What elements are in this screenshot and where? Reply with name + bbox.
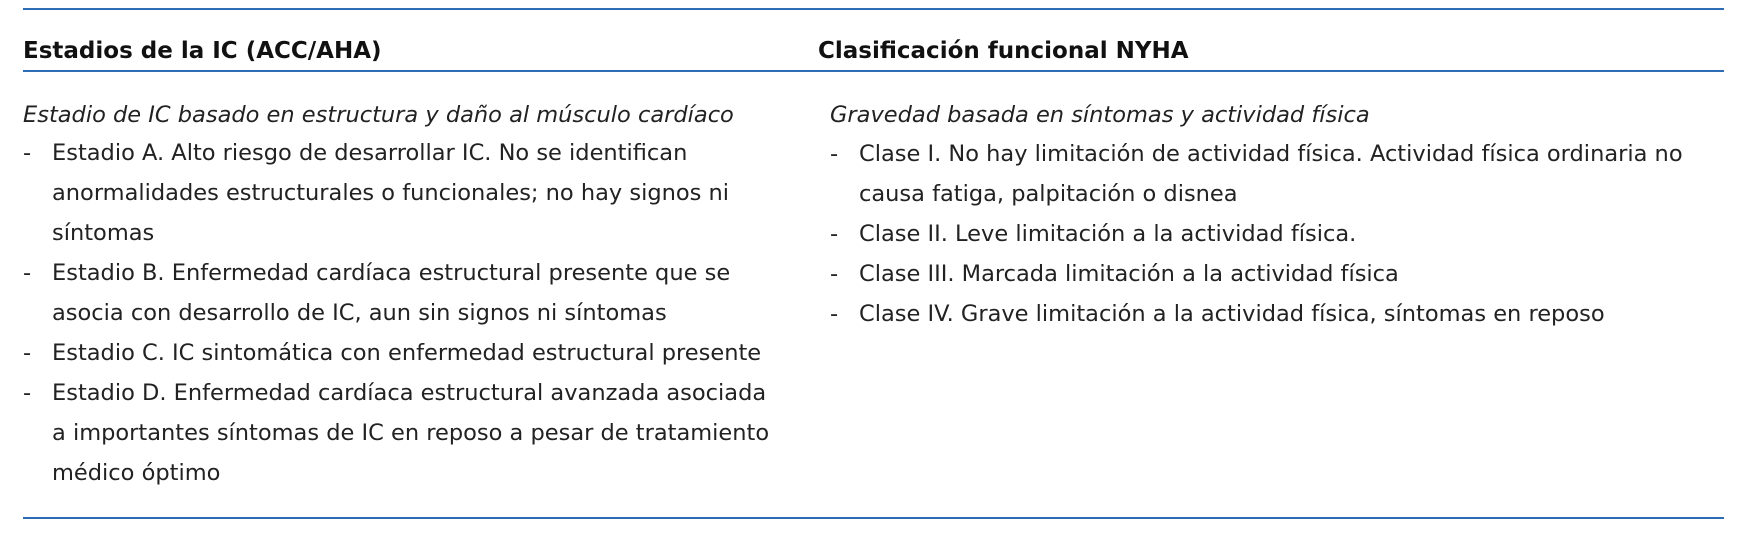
list-item — [830, 254, 1724, 294]
list-item-text: Estadio C. IC sintomática con enfermedad estructural presente — [52, 340, 762, 366]
list-item — [23, 373, 783, 493]
list-bullet: - — [830, 301, 839, 327]
list-item — [830, 294, 1724, 334]
list-item-text: Clase II. Leve limitación a la actividad física. — [859, 221, 1357, 247]
list-item-text: Estadio A. Alto riesgo de desarrollar IC. No se identifican anormalidades estructurales o funcionales; no hay signos ni síntomas — [52, 140, 730, 246]
list-item-text: Clase I. No hay limitación de actividad física. Actividad física ordinaria no causa fatiga, palpitación o disnea — [859, 141, 1683, 207]
list-item — [830, 214, 1724, 254]
right-column-header: Clasificación funcional NYHA — [818, 38, 1189, 64]
list-item — [23, 253, 783, 333]
list-bullet: - — [830, 221, 839, 247]
left-column-header: Estadios de la IC (ACC/AHA) — [23, 38, 382, 64]
list-item-text: Clase III. Marcada limitación a la actividad física — [859, 261, 1399, 287]
left-column-subtitle: Estadio de IC basado en estructura y daño al músculo cardíaco — [23, 102, 734, 128]
list-item — [23, 133, 783, 253]
list-item — [830, 134, 1724, 214]
right-column-body — [830, 100, 1724, 334]
table-bottom-rule — [23, 517, 1724, 519]
list-bullet: - — [830, 261, 839, 287]
table-top-rule — [23, 8, 1724, 10]
table-header-rule — [23, 70, 1724, 72]
left-column-list — [23, 133, 783, 493]
right-column-list — [830, 134, 1724, 334]
list-bullet: - — [830, 141, 839, 167]
list-bullet: - — [23, 340, 32, 366]
list-item-text: Clase IV. Grave limitación a la actividad física, síntomas en reposo — [859, 301, 1605, 327]
list-bullet: - — [23, 380, 32, 406]
list-item-text: Estadio B. Enfermedad cardíaca estructural presente que se asocia con desarrollo de IC, aun sin signos ni síntomas — [52, 260, 731, 326]
list-item-text: Estadio D. Enfermedad cardíaca estructural avanzada asociada a importantes síntomas de IC en reposo a pesar de tratamiento médico óptimo — [52, 380, 770, 486]
list-item — [23, 333, 783, 373]
right-column-subtitle: Gravedad basada en síntomas y actividad física — [830, 102, 1370, 128]
left-column-body — [23, 100, 783, 493]
list-bullet: - — [23, 140, 32, 166]
list-bullet: - — [23, 260, 32, 286]
